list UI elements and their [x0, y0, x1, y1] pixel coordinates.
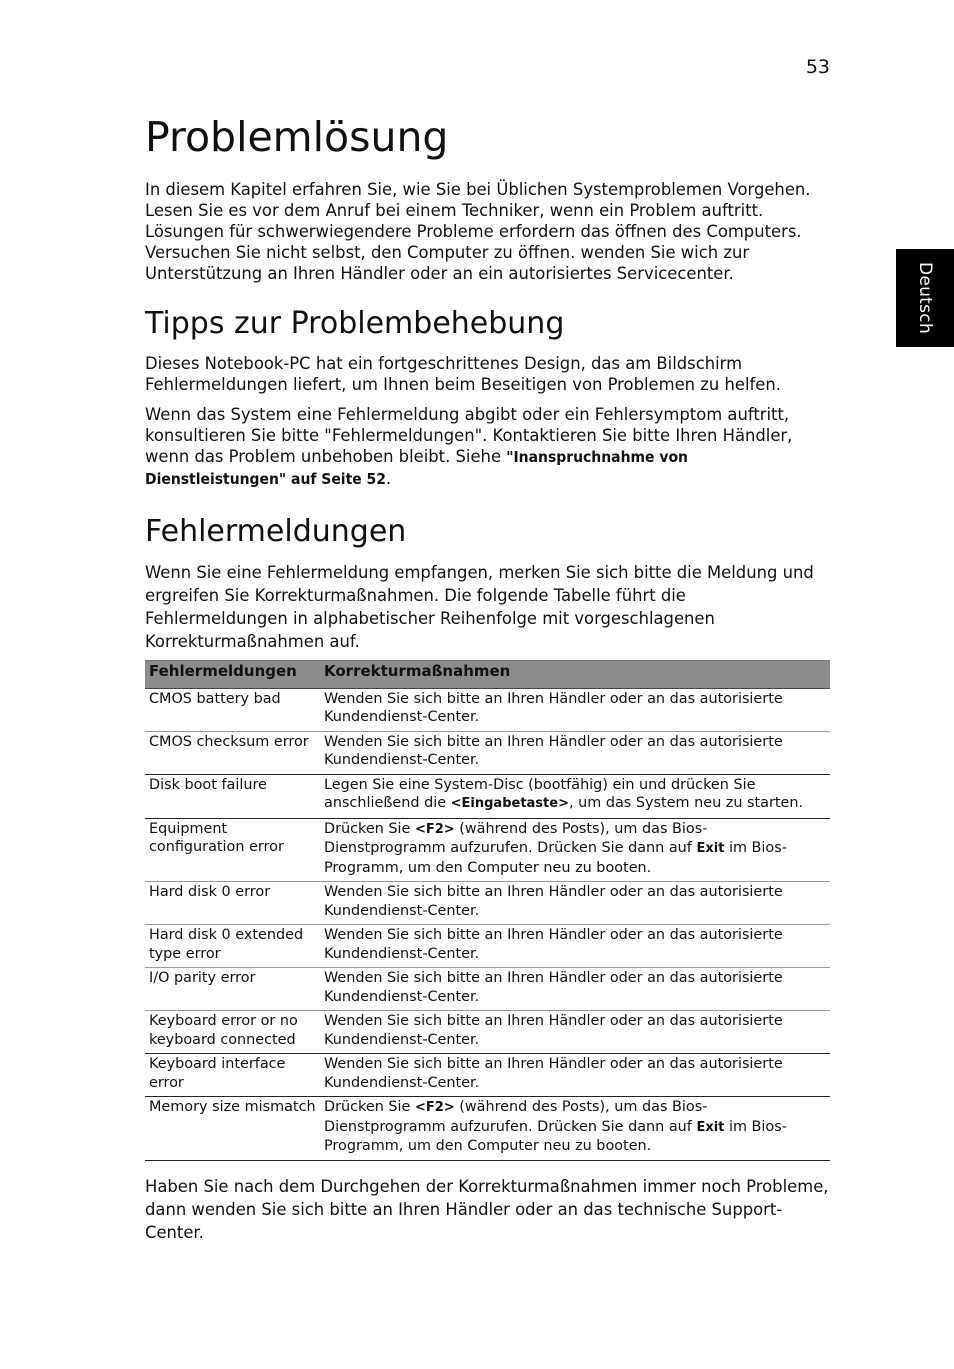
error-message-cell: Disk boot failure [145, 774, 320, 818]
language-tab-label: Deutsch [915, 261, 935, 335]
intro-paragraph: In diesem Kapitel erfahren Sie, wie Sie bei Üblichen Systemproblemen Vorgehen. Lesen Sie es vor dem Anruf bei einem Techniker, wenn ein Problem auftritt. Lösungen für schwerwiegendere Probleme erfordern das öffnen des Computers. Versuchen Sie nicht selbst, den Computer zu öffnen. wenden Sie wich zur Unterstützung an Ihren Händler oder an ein autorisiertes Servicecenter. [145, 180, 811, 283]
action-text: , um das System neu zu starten. [568, 795, 804, 811]
table-row [145, 688, 830, 731]
table-row [145, 882, 830, 925]
action-text: im Bios-Programm, um den Computer neu zu booten. [324, 840, 787, 876]
error-message-cell: Memory size mismatch [145, 1097, 320, 1161]
cross-reference-link[interactable]: "Inanspruchnahme von Dienstleistungen" auf Seite 52 [145, 448, 688, 488]
section-heading-tipps: Tipps zur Problembehebung [145, 306, 565, 341]
closing-paragraph: Haben Sie nach dem Durchgehen der Korrekturmaßnahmen immer noch Probleme, dann wenden Sie sich bitte an Ihren Händler oder an das technische Support-Center. [145, 1176, 829, 1242]
error-message-cell: CMOS battery bad [145, 688, 320, 731]
error-message-cell: Hard disk 0 extended type error [145, 925, 320, 968]
error-message-cell: Keyboard interface error [145, 1054, 320, 1097]
corrective-action-cell: Wenden Sie sich bitte an Ihren Händler oder an das autorisierte Kundendienst-Center. [320, 968, 830, 1011]
tipps-paragraph-1: Dieses Notebook-PC hat ein fortgeschrittenes Design, das am Bildschirm Fehlermeldungen liefert, um Ihnen beim Beseitigen von Problemen zu helfen. [145, 354, 781, 394]
key-label: Exit [696, 841, 725, 856]
column-header-messages: Fehlermeldungen [145, 661, 320, 689]
column-header-actions: Korrekturmaßnahmen [320, 661, 830, 689]
corrective-action-cell [320, 1097, 830, 1161]
action-text: Drücken Sie [324, 1099, 415, 1115]
action-text: Legen Sie eine System-Disc (bootfähig) ein und drücken Sie anschließend die [324, 776, 756, 811]
corrective-action-cell [320, 774, 830, 818]
table-row [145, 1011, 830, 1054]
corrective-action-cell: Wenden Sie sich bitte an Ihren Händler oder an das autorisierte Kundendienst-Center. [320, 688, 830, 731]
table-row [145, 1054, 830, 1097]
corrective-action-cell: Wenden Sie sich bitte an Ihren Händler oder an das autorisierte Kundendienst-Center. [320, 925, 830, 968]
tipps-paragraph-2-text: Wenn das System eine Fehlermeldung abgibt oder ein Fehlersymptom auftritt, konsultieren Sie bitte "Fehlermeldungen". Kontaktieren Sie bitte Ihren Händler, wenn das Problem unbehoben bleibt. Siehe [145, 405, 793, 466]
error-message-cell: CMOS checksum error [145, 731, 320, 774]
key-label: Exit [696, 1119, 725, 1135]
tipps-paragraph-2 [145, 404, 830, 490]
table-row [145, 1097, 830, 1161]
error-message-cell: Hard disk 0 error [145, 882, 320, 925]
corrective-action-cell: Wenden Sie sich bitte an Ihren Händler oder an das autorisierte Kundendienst-Center. [320, 882, 830, 925]
corrective-action-cell [320, 818, 830, 882]
error-messages-table [145, 660, 830, 1161]
table-header-row [145, 661, 830, 689]
page-title: Problemlösung [145, 113, 449, 161]
tipps-paragraph-2-end: . [385, 469, 392, 488]
key-label: <F2> [414, 821, 455, 837]
fehlermeldungen-paragraph: Wenn Sie eine Fehlermeldung empfangen, merken Sie sich bitte die Meldung und ergreifen Sie Korrekturmaßnahmen. Die folgende Tabelle führt die Fehlermeldungen in alphabetischer Reihenfolge mit vorgeschlagenen Korrekturmaßnahmen auf. [145, 563, 814, 651]
table-row [145, 774, 830, 818]
language-tab [896, 249, 954, 347]
action-text: (während des Posts), um das Bios-Dienstprogramm aufzurufen. Drücken Sie dann auf [324, 1099, 708, 1135]
page-content [145, 108, 830, 1244]
table-row [145, 968, 830, 1011]
action-text: Drücken Sie [324, 820, 415, 837]
action-text: im Bios-Programm, um den Computer neu zu booten. [324, 1118, 787, 1154]
table-row [145, 731, 830, 774]
corrective-action-cell: Wenden Sie sich bitte an Ihren Händler oder an das autorisierte Kundendienst-Center. [320, 731, 830, 774]
error-message-cell: I/O parity error [145, 968, 320, 1011]
corrective-action-cell: Wenden Sie sich bitte an Ihren Händler oder an das autorisierte Kundendienst-Center. [320, 1054, 830, 1097]
table-row [145, 818, 830, 882]
table-row [145, 925, 830, 968]
key-label: <F2> [414, 1100, 455, 1115]
section-heading-fehlermeldungen: Fehlermeldungen [145, 514, 407, 549]
corrective-action-cell: Wenden Sie sich bitte an Ihren Händler oder an das autorisierte Kundendienst-Center. [320, 1011, 830, 1054]
error-message-cell: Keyboard error or no keyboard connected [145, 1011, 320, 1054]
error-message-cell: Equipment configuration error [145, 818, 320, 882]
action-text: (während des Posts), um das Bios-Dienstprogramm aufzurufen. Drücken Sie dann auf [324, 820, 708, 856]
page-number: 53 [805, 56, 830, 78]
key-label: <Eingabetaste> [450, 796, 569, 811]
